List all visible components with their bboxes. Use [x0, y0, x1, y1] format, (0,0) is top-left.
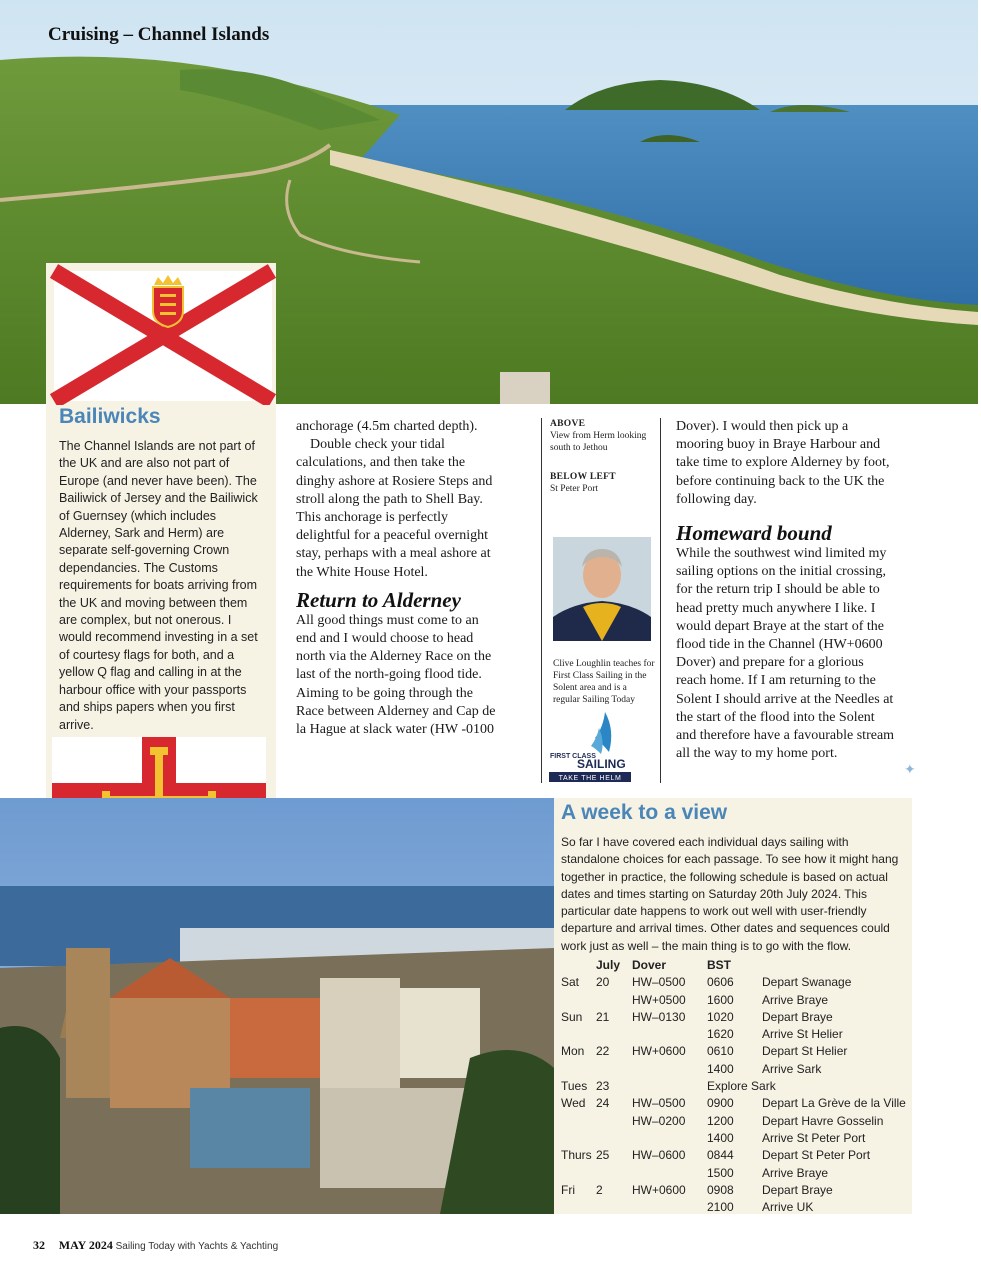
cell: HW–0500 — [632, 975, 686, 990]
author-bio: Clive Loughlin teaches for First Class Sailing in the Solent area and is a regular Sailing Today — [553, 659, 655, 705]
header-july: July — [596, 958, 621, 972]
header-bst: BST — [707, 958, 731, 972]
schedule-row — [561, 1043, 912, 1060]
cell: 20 — [596, 975, 610, 990]
cell: 0908 — [707, 1182, 734, 1197]
cell — [632, 1165, 707, 1182]
schedule-row — [561, 1165, 912, 1182]
cell: 23 — [596, 1079, 610, 1094]
cell: 0844 — [707, 1148, 734, 1163]
cell: 1600 — [707, 992, 734, 1007]
cell: HW+0600 — [632, 1044, 686, 1059]
caption-below-text: St Peter Port — [550, 484, 599, 494]
cell — [596, 1165, 632, 1182]
schedule-row — [561, 1113, 912, 1130]
cell — [561, 1199, 596, 1216]
schedule-row — [561, 974, 912, 991]
cell: Arrive St Peter Port — [762, 1130, 866, 1145]
schedule-row — [561, 1026, 912, 1043]
cell: HW–0500 — [632, 1096, 686, 1111]
week-intro-text: So far I have covered each individual days sailing with standalone choices for each passage. To see how it might hang together in practice, the following schedule is based on actual dates and times starting on Saturday 20th July 2024. This particular date happens to work out well with user-friendly departure and arrival times. Other dates and sequences could work just as well – the main thing is to go with the flow. — [561, 835, 899, 953]
cell: Depart St Peter Port — [762, 1148, 871, 1163]
schedule-header-row — [561, 957, 912, 974]
sidebar-text: The Channel Islands are not part of the UK and are also not part of Europe (and never have been). The Bailiwick of Jersey and the Bailiwick of Guernsey (which includes Alderney, Sark and Herm) are separate self-governing Crown dependancies. The Customs requirements for boats arriving from the UK and moving between them are complex, but not onerous. I would recommend investing in a set of courtesy flags for both, and a yellow Q flag and calling in at the harbour office with your passports and ships papers when you first arrive. — [59, 439, 258, 732]
cell: Sat — [561, 975, 580, 990]
logo-tagline: TAKE THE HELM — [558, 775, 622, 782]
schedule-row — [561, 1147, 912, 1164]
logo-line1: FIRST CLASS — [550, 753, 596, 760]
subheading-return-to-alderney: Return to Alderney — [296, 587, 461, 612]
cell: Depart La Grève de la Ville — [762, 1096, 906, 1111]
cell: Depart Braye — [762, 1182, 833, 1197]
cell — [561, 1113, 596, 1130]
cell — [561, 1130, 596, 1147]
caption-below-label: BELOW LEFT — [550, 472, 616, 482]
caption-above-text: View from Herm looking south to Jethou — [550, 431, 647, 453]
cell: Tues — [561, 1079, 588, 1094]
paragraph: While the southwest wind limited my sailing options on the initial crossing, for the return trip I should be able to head pretty much anywhere I like. I would depart Braye at the start of the flood tide in the Channel (HW+0600 Dover) and prepare for a glorious reach home. If I am returning to the Solent I should arrive at the Needles at the start of the flood into the Solent and therefore have a favourable stream all the way to my home port. — [676, 546, 895, 762]
cell: Explore Sark — [707, 1079, 776, 1094]
schedule-row — [561, 992, 912, 1009]
st-peter-port-photo — [0, 798, 554, 1214]
author-portrait — [553, 537, 651, 641]
header-action — [762, 957, 912, 974]
cell: 0900 — [707, 1096, 734, 1111]
schedule-row — [561, 1061, 912, 1078]
section-label: Cruising – Channel Islands — [48, 24, 270, 45]
logo-line2: SAILING — [577, 757, 626, 771]
cell: HW–0200 — [632, 1113, 686, 1128]
cell: 0606 — [707, 975, 734, 990]
schedule-row — [561, 1199, 912, 1216]
cell: Fri — [561, 1182, 575, 1197]
first-class-sailing-logo — [549, 708, 631, 783]
cell: Arrive Sark — [762, 1061, 822, 1076]
subheading-homeward-bound: Homeward bound — [676, 521, 832, 546]
caption-above-label: ABOVE — [550, 419, 586, 429]
cell: Depart Havre Gosselin — [762, 1113, 884, 1128]
cell: 1400 — [707, 1130, 734, 1145]
page-number: 32 — [33, 1238, 45, 1252]
cell — [596, 1113, 632, 1130]
paragraph: All good things must come to an end and I would choose to head north via the Alderney Race on the last of the north-going flood tide. Aiming to be going through the Race between Alderney and Cap de la Hague at slack water (HW -0100 — [296, 612, 496, 738]
cell: Arrive UK — [762, 1200, 814, 1215]
cell: Arrive St Helier — [762, 1027, 843, 1042]
cell: 24 — [596, 1096, 610, 1111]
schedule-row — [561, 1078, 912, 1095]
cell: HW+0500 — [632, 992, 686, 1007]
cell — [596, 1026, 632, 1043]
article-column-1 — [296, 418, 496, 739]
cell — [561, 1165, 596, 1182]
cell — [632, 1199, 707, 1216]
cell: Depart St Helier — [762, 1044, 848, 1059]
cell: 22 — [596, 1044, 610, 1059]
week-title: A week to a view — [561, 801, 728, 824]
cell — [561, 1026, 596, 1043]
cell: HW+0600 — [632, 1182, 686, 1197]
cell: Wed — [561, 1096, 586, 1111]
cell: HW–0600 — [632, 1148, 686, 1163]
article-column-3 — [676, 418, 896, 763]
cell: Arrive Braye — [762, 992, 829, 1007]
schedule-row — [561, 1009, 912, 1026]
cell: 25 — [596, 1148, 610, 1163]
cell: Mon — [561, 1044, 585, 1059]
issue-date: MAY 2024 — [58, 1238, 113, 1252]
page-footer — [33, 1238, 278, 1253]
cell — [632, 1078, 707, 1095]
cell — [632, 1130, 707, 1147]
schedule-table — [561, 957, 912, 1216]
schedule-row — [561, 1182, 912, 1199]
cell: Thurs — [561, 1148, 592, 1163]
jersey-flag — [46, 263, 276, 405]
cell: 1500 — [707, 1165, 734, 1180]
cell: 0610 — [707, 1044, 734, 1059]
cell — [596, 992, 632, 1009]
cell — [561, 992, 596, 1009]
cell: Depart Braye — [762, 1009, 833, 1024]
cell: 1200 — [707, 1113, 734, 1128]
cell: Sun — [561, 1009, 583, 1024]
publication-name: Sailing Today with Yachts & Yachting — [115, 1241, 279, 1252]
header-dover: Dover — [632, 958, 667, 972]
cell — [596, 1199, 632, 1216]
cell: HW–0130 — [632, 1009, 686, 1024]
end-mark-icon: ✦ — [904, 762, 916, 778]
cell: 2100 — [707, 1200, 734, 1215]
cell — [596, 1061, 632, 1078]
cell — [596, 1130, 632, 1147]
cell: 1620 — [707, 1027, 734, 1042]
cell: 21 — [596, 1009, 610, 1024]
paragraph: anchorage (4.5m charted depth). — [296, 419, 478, 434]
paragraph: Double check your tidal calculations, and then take the dinghy ashore at Rosiere Steps and stroll along the path to Shell Bay. This anchorage is perfectly delightful for a peaceful overnight stay, perhaps with a meal ashore at the White House Hotel. — [296, 437, 493, 580]
cell: 1400 — [707, 1061, 734, 1076]
cell — [632, 1061, 707, 1078]
cell — [632, 1026, 707, 1043]
sidebar-title: Bailiwicks — [59, 405, 161, 428]
cell: Arrive Braye — [762, 1165, 829, 1180]
cell: Depart Swanage — [762, 975, 852, 990]
cell: 1020 — [707, 1009, 734, 1024]
cell: 2 — [596, 1182, 603, 1197]
paragraph: Dover). I would then pick up a mooring buoy in Braye Harbour and take time to explore Alderney by foot, before continuing back to the UK the following day. — [676, 419, 890, 507]
cell — [561, 1061, 596, 1078]
schedule-row — [561, 1130, 912, 1147]
schedule-row — [561, 1095, 912, 1112]
header-day — [561, 957, 596, 974]
